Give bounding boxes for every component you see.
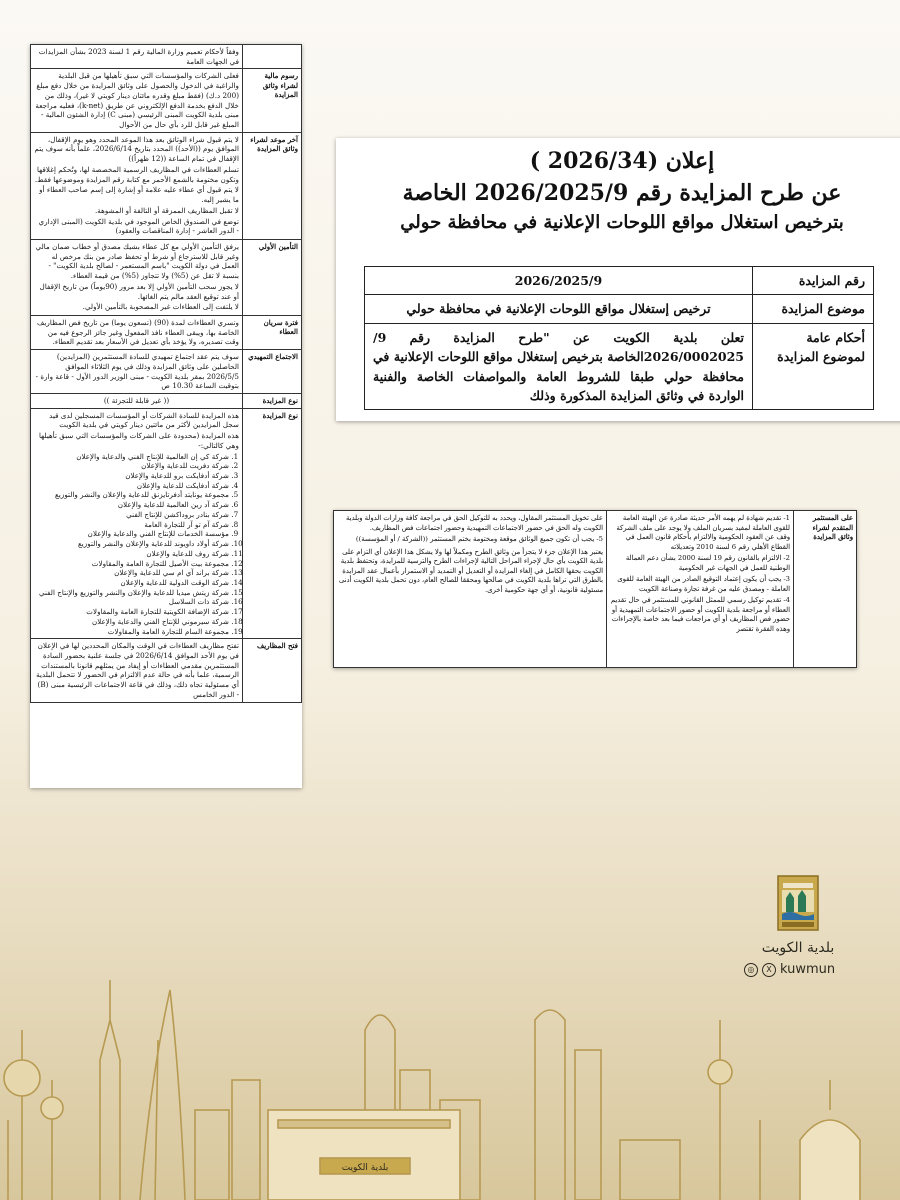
investor-requirements-label: على المستثمر المتقدم لشراء وثائق المزايدة	[794, 511, 857, 668]
handle-text[interactable]: kuwmun	[780, 962, 836, 977]
box-location-text: توضع في الصندوق الخاص الموجود في بلدية الكويت (المبنى الإداري - الدور العاشر - إدارة المناقصات والعقود)	[38, 216, 239, 236]
stamp-requirement-text: 5- يجب أن تكون جميع الوثائق موقعة ومختومة بختم المستثمر ((الشركة / أو المؤسسة))	[355, 535, 603, 544]
requirement-item: 4- تقديم توكيل رسمي للممثل القانوني للمستثمر في حال تقديم العطاء أو مراجعة بلدية الكويت أو حضور الاجتماعات التمهيدية أو حضور فض المظاريف أو أي مراجعات فيما بعد خاصة بالإجراءات وهذه الفقرة تقتصر	[610, 596, 790, 633]
company-item: 3. شركة أدفايكت برو للدعاية والإعلان	[34, 471, 229, 481]
announcement-subheading: عن طرح المزايدة رقم 2026/2025/9 الخاصة	[402, 180, 842, 206]
kuwait-municipality-logo	[776, 874, 820, 932]
meeting-text: سوف يتم عقد اجتماع تمهيدي للسادة المستثمرين (المزايدين) الحاصلين على وثائق المزايدة وذلك في يوم الثلاثاء الموافق 2026/5/5 بمقر بلدية الكويت - مبنى الوزير الدور الأول - قاعة وارة - بتوقيت الساعة 10.30 ص	[31, 350, 243, 394]
fees-label: رسوم مالية لشراء وثائق المزايدة	[243, 69, 302, 132]
registered-text: هذه المزايدة للسادة الشركات أو المؤسسات المسجلين لدى قيد سجل المزايدين لأكثر من مائتين دينار كويتي في بلدية الكويت	[49, 410, 239, 430]
validity-label: فترة سريان العطاء	[243, 315, 302, 349]
insurance-text: يرفق التأمين الأولي مع كل عطاء بشيك مصدق أو خطاب ضمان مالي وغير قابل للاسترجاع أو شرط أو تحفظ صادر من بنك مرخص له العمل في دولة الكويت "باسم المستعمر - لصالح بلدية الكويت" - بنسبة لا تقل عن (5%) ولا تتجاوز (5%) من قيمة العطاء.	[35, 241, 239, 281]
auction-subject-value: ترخيص إستغلال مواقع اللوحات الإعلانية في محافظة حولي	[365, 295, 753, 323]
company-item: 15. شركة زيتش ميديا للدعاية والإعلان والنشر والتوزيع والإنتاج الفني	[34, 588, 229, 598]
fees-text: فعلى الشركات والمؤسسات التي سبق تأهيلها من قبل البلدية والراغبة في الدخول والحصول على وثائق المزايدة من خلال دفع مبلغ (200 د.ك) (فقط مبلغ وقدره مائتان دينار كويتي لا غير)، وذلك من خلال الدفع بخدمة الدفع الإلكتروني عن طريق (k-net)، فعليه مراجعة مبنى بلدية الكويت المبنى الرئيسي (مبنى C) إدارة الشئون المالية - المبلغ غير قابل للرد بأي حال من الأحوال	[31, 69, 243, 132]
opening-label: فتح المظاريف	[243, 639, 302, 702]
opening-text: تفتح مظاريف العطاءات في الوقت والمكان المحددين لها في الإعلان في يوم الأحد الموافق 2026/6/14 في جلسة علنية بحضور السادة المستثمرين مقدمي العطاءات أو إيفاد من يمثلهم قانونا بالمستندات الرسمية، علما بأنه في حالة عدم الالتزام في الحضور لا تتحمل البلدية أي مسئولية تجاه ذلك، وذلك في قاعة الاجتماعات الرئيسية مبنى (B) - الدور الخامس	[31, 639, 243, 702]
requirements-sheet	[333, 510, 857, 668]
announcement-table	[364, 266, 874, 410]
auction-number-value: 2026/2025/9	[365, 267, 753, 295]
auction-subject-label: موضوع المزايدة	[753, 295, 874, 323]
insurance-withdraw-text: لا يجوز سحب التأمين الأولي إلا بعد مرور (90يوماً) من تاريخ الإقفال أو عند توقيع العقد مالم يتم الغائها.	[39, 281, 239, 301]
announcement-subject: بترخيص استغلال مواقع اللوحات الإعلانية في محافظة حولي	[400, 212, 844, 233]
company-item: 6. شركة آد رين العالمية للدعاية والإعلان	[34, 500, 229, 510]
company-item: 8. شركة آم تو آر للتجارة العامة	[34, 520, 229, 530]
requirements-list	[610, 514, 790, 634]
company-list	[34, 452, 239, 637]
instagram-icon[interactable]: ◎	[744, 963, 758, 977]
insurance-required-text: لا يلتفت إلى العطاءات غير المصحوبة بالتأمين الأولي.	[82, 302, 239, 312]
general-rules-text: وفقاً لأحكام تعميم وزارة المالية رقم 1 لسنة 2023 بشأن المزايدات في الجهات العامة	[31, 45, 243, 69]
company-item: 2. شركة دفريت للدعاية والإعلان	[34, 461, 229, 471]
company-item: 19. مجموعة السام للتجارة العامة والمقاولات	[34, 627, 229, 637]
company-item: 1. شركة كي إن العالمية للإنتاج الفني والدعاية والإعلان	[34, 452, 229, 462]
no-mark-text: لا يتم قبول أي عطاء عليه علامة أو إشارة إلى إسم صاحب العطاء أو ما يشير إليه.	[39, 185, 239, 205]
general-provisions-value: تعلن بلدية الكويت عن "طرح المزايدة رقم 9/ 2026/0002025الخاصة بترخيص إستغلال مواقع اللوحات الإعلانية في محافظة حولي طبقا للشروط العامة والمواصفات الخاصة والفنية الواردة في وثائق المزايدة المذكورة وذلك	[365, 323, 753, 410]
general-provisions-label: أحكام عامة لموضوع المزايدة	[753, 323, 874, 410]
insurance-label: التأمين الأولي	[243, 239, 302, 315]
company-item: 12. مجموعة بيت الأصيل للتجارة العامة والمقاولات	[34, 559, 229, 569]
company-item: 7. شركة بنادر بروداكشن للإنتاج الفني	[34, 510, 229, 520]
company-item: 14. شركة الوقت الدولية للدعاية والإعلان	[34, 578, 229, 588]
company-item: 11. شركة روف للدعاية والإعلان	[34, 549, 229, 559]
x-icon[interactable]: X	[762, 963, 776, 977]
envelopes-text: تسلم العطاءات في المظاريف الرسمية المخصصة لها، وتُحكم إغلاقها وتكون مختومة بالشمع الأحمر مع كتابة رقم المزايدة وموضوعها فقط.	[34, 164, 239, 184]
requirement-item: 1- تقديم شهادة لم يهمه الأمر حديثة صادرة عن الهيئة العامة للقوى العاملة لمفيد بسريان الملف ولا يوجد على ملف الشركة وقف عن العقود الحكومية والالتزام بأحكام قانون العمل في القطاع الأهلي رقم 6 لسنة 2010 وتعديلاته	[616, 514, 790, 551]
company-item: 10. شركة أولاد داويوند للدعاية والإعلان والنشر والتوزيع	[34, 539, 229, 549]
building-sign: بلدية الكويت	[341, 1163, 389, 1173]
validity-text: وتسري العطاءات لمدة (90) (تسعون يوما) من تاريخ فض المظاريف الخاصة بها، ويبقى العطاء نافذ المفعول وغير جائز الرجوع فيه من وقت تصديره، ولا يؤخذ بأي تعديل في الأسعار بعد تقديم العطاء.	[31, 315, 243, 349]
document-sheet-conditions	[30, 44, 302, 788]
damaged-text: لا تقبل المظاريف الممزقة أو التالفة أو المشوهة.	[95, 205, 239, 215]
deadline-label: آخر موعد لشراء وثائق المزايدة	[243, 132, 302, 239]
meeting-label: الاجتماع التمهيدي	[243, 350, 302, 394]
company-item: 9. مؤسسة الخدمات للإنتاج الفني والدعاية والإعلان	[34, 529, 229, 539]
agent-authority-text: على تخويل المستثمر المقاول، ويحدد به للتوكيل الحق في مراجعة كافة وزارات الدولة وبلدية الكويت وله الحق في حضور الاجتماعات التمهيدية وحضور اجتماعات فض المظاريف.	[345, 514, 603, 532]
requirement-item: 2- الالتزام بالقانون رقم 19 لسنة 2000 بشأن دعم العمالة الوطنية للعمل في الجهات غير الحكومية	[625, 554, 790, 572]
deadline-text: لا يتم قبول شراء الوثائق بعد هذا الموعد المحدد وهو يوم الإقفال، الموافق يوم ((الأحد)) المحدد بتاريخ 2026/6/14، علماً بأنه سوف يتم الإقفال في تمام الساعة ((12 ظهراً))	[34, 134, 239, 164]
disclaimer-text: يعتبر هذا الإعلان جزء لا يتجزأ من وثائق الطرح ومكملاً لها ولا يشكل هذا الإعلان أي التزام على بلدية الكويت بأي حال لإجراء المراحل التالية لإجراءات الطرح والترسية للمزايدة، وتحتفظ بلدية الكويت بحقها الكامل في إلغاء المزايدة أو التعديل أو التمديد أو الاستمرار بأعمال عقد المزايدة بالطرق التي تراها بلدية الكويت في صالحها ومحققا للصالح العام، دون تحمل بلدية الكويت أدنى مسئولية قانونية، أو أي جهة حكومية أخرى.	[338, 547, 603, 594]
company-item: 13. شركة براند آي ام سي للدعاية والإعلان	[34, 568, 229, 578]
company-item: 18. شركة سيرموني للإنتاج الفني والدعاية والإعلان	[34, 617, 229, 627]
limited-text: هذه المزايدة (محدودة على الشركات والمؤسسات التي سبق تأهيلها وهي كالتالي:-	[38, 431, 239, 450]
brand-name: بلدية الكويت	[761, 940, 835, 956]
auction-type-label: نوع المزايدة	[243, 394, 302, 409]
kuwait-skyline-illustration	[0, 960, 900, 1200]
requirement-item: 3- يجب أن يكون إعتماد التوقيع الصادر من الهيئة العامة للقوى العاملة - ومصدق عليه من غرفة تجارة وصناعة الكويت	[617, 575, 790, 593]
company-item: 16. شركة ذات السلاسل	[34, 597, 229, 607]
auction-type-label-2: نوع المزايدة	[243, 408, 302, 639]
company-item: 4. شركة أدفايكت للدعاية والإعلان	[34, 481, 229, 491]
company-item: 17. شركة الإضافة الكويتية للتجارة العامة والمقاولات	[34, 607, 229, 617]
announcement-sheet	[336, 138, 900, 421]
company-item: 5. مجموعة يونايتد أدفرتايزنق للدعاية والإعلان والنشر والتوزيع	[34, 490, 229, 500]
announcement-heading: إعلان (2026/34 )	[529, 148, 715, 174]
auction-type-text: (( غير قابلة للتجزئة ))	[31, 394, 243, 409]
auction-number-label: رقم المزايدة	[753, 267, 874, 295]
